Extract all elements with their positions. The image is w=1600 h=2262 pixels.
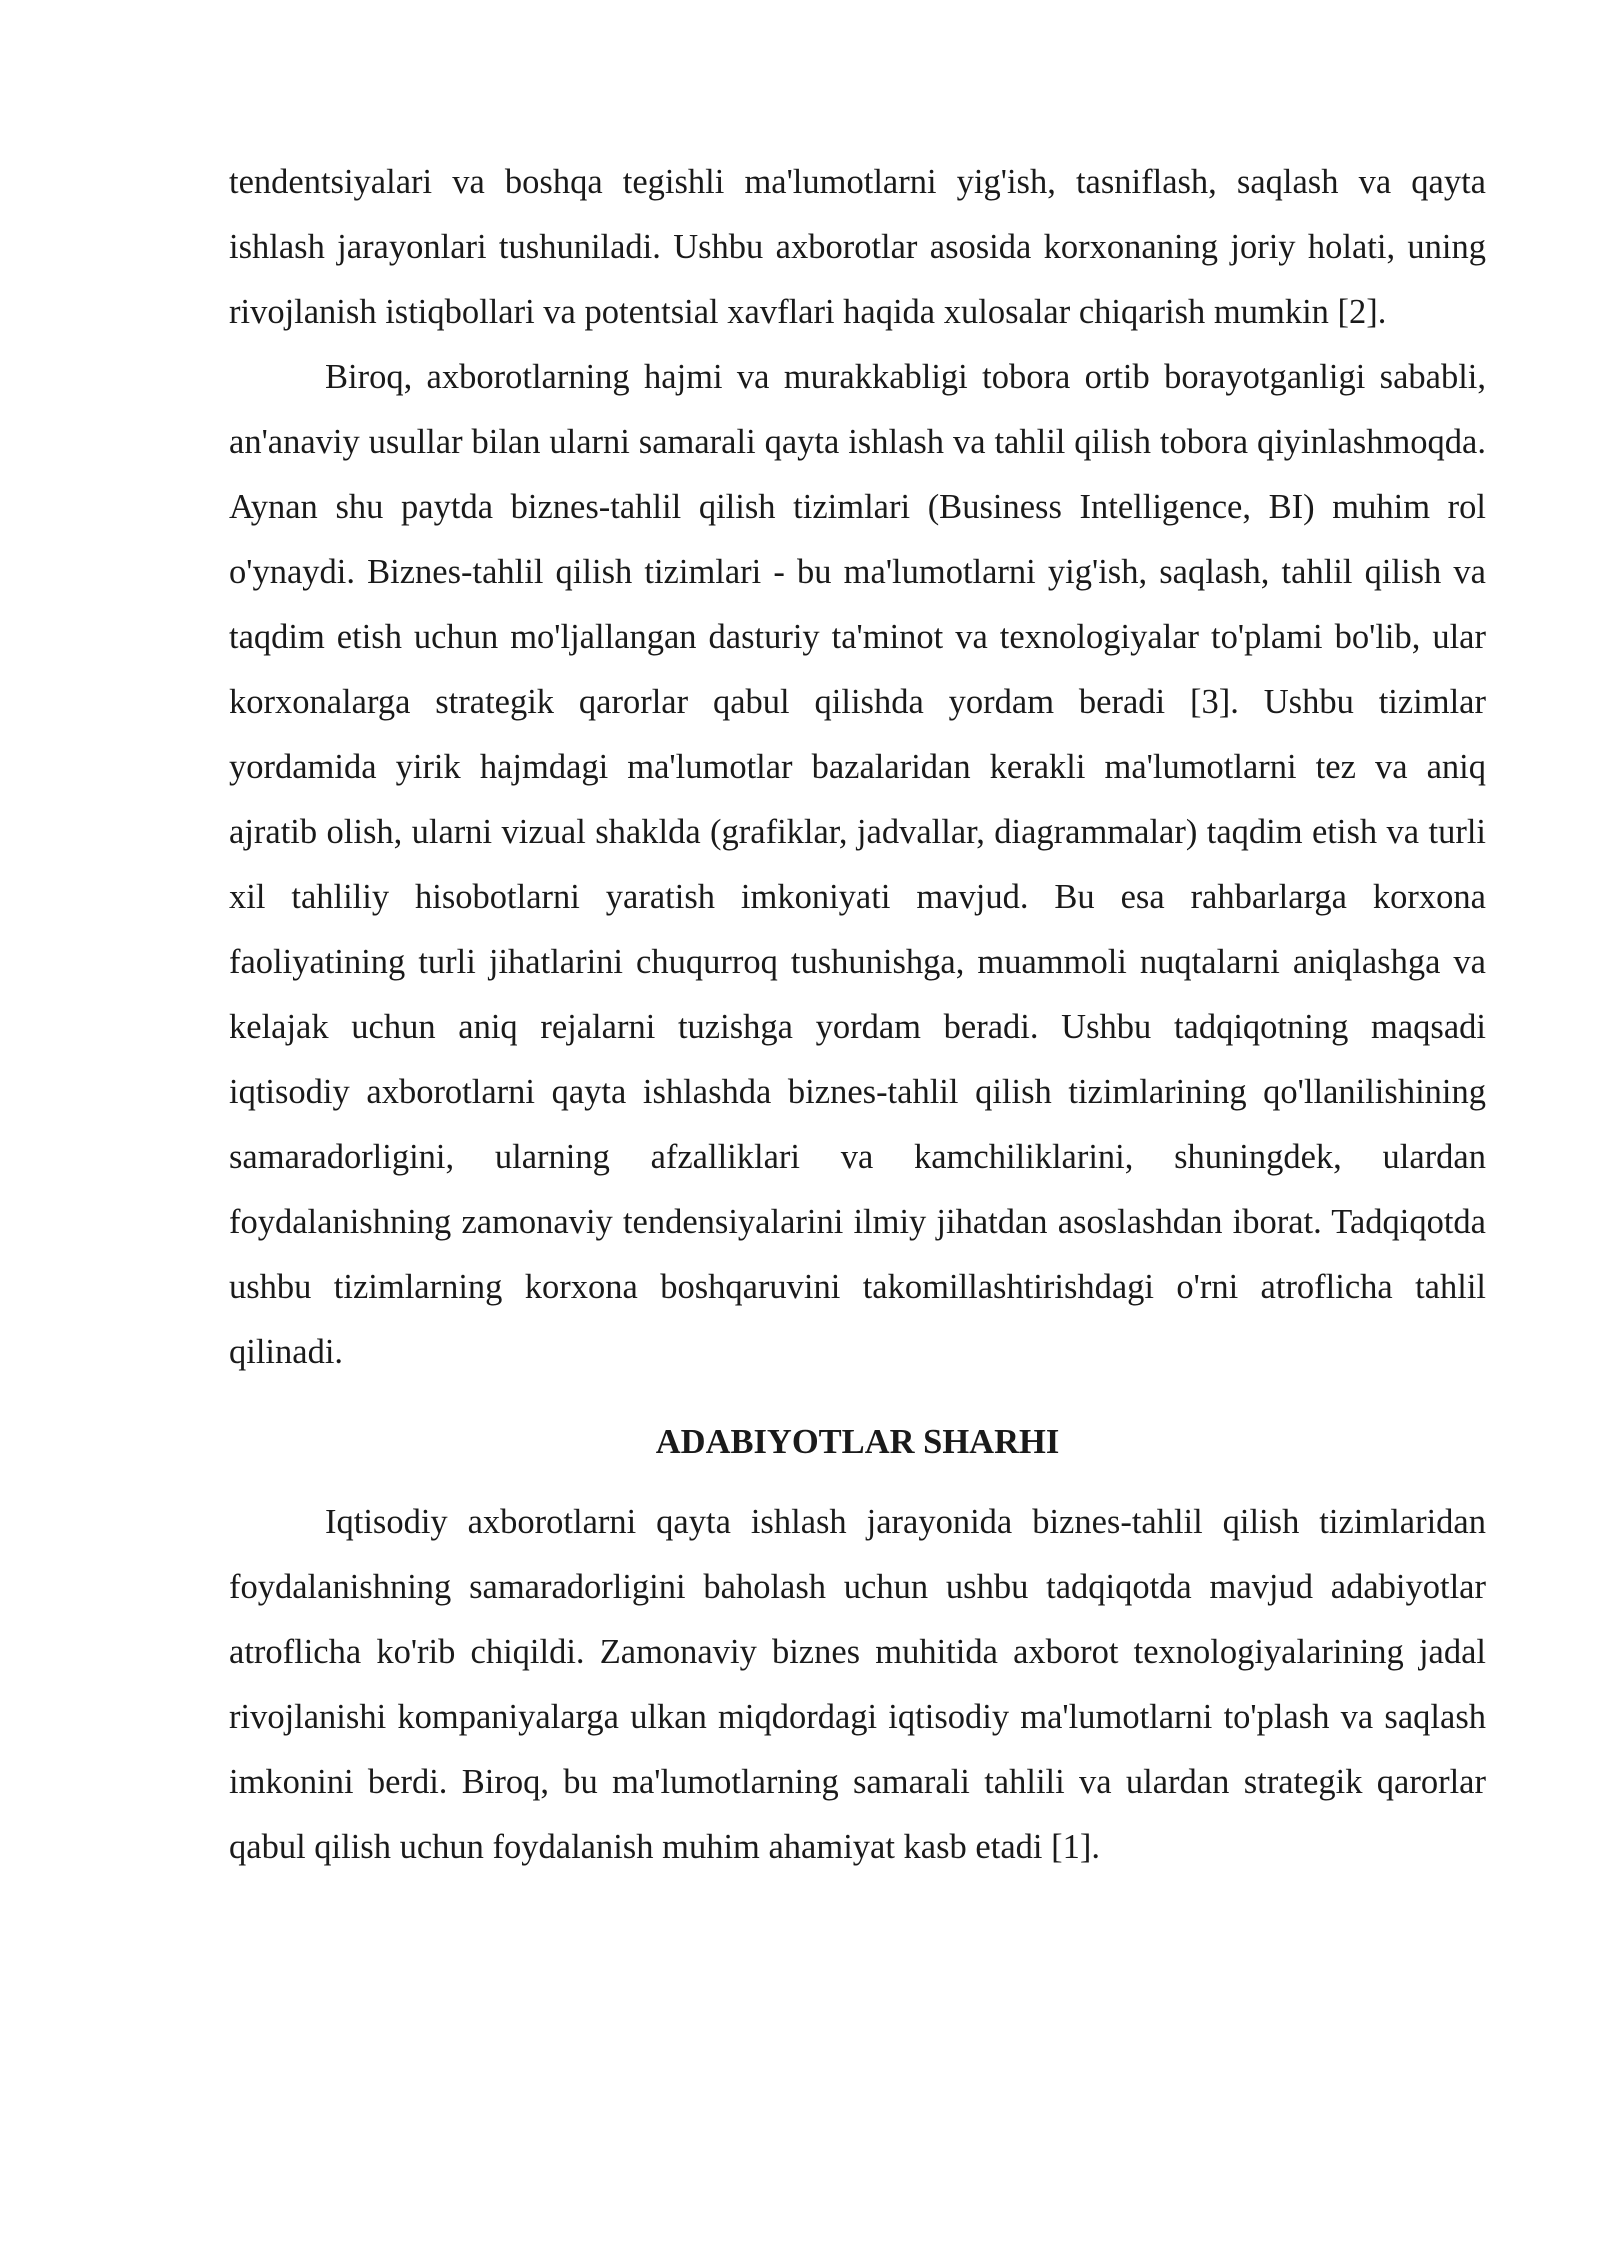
- document-page: [229, 150, 1486, 1880]
- paragraph-intro-continued: tendentsiyalari va boshqa tegishli ma'lumotlarni yig'ish, tasniflash, saqlash va qayta ishlash jarayonlari tushuniladi. Ushbu axborotlar asosida korxonaning joriy holati, uning rivojlanish istiqbollari va potentsial xavflari haqida xulosalar chiqarish mumkin [2].: [229, 163, 1486, 331]
- section-heading-literature-review: ADABIYOTLAR SHARHI: [655, 1423, 1060, 1461]
- paragraph-bi-systems: Biroq, axborotlarning hajmi va murakkabligi tobora ortib borayotganligi sababli, an'anaviy usullar bilan ularni samarali qayta ishlash va tahlil qilish tobora qiyinlashmoqda. Aynan shu paytda biznes-tahlil qilish tizimlari (Business Intelligence, BI) muhim rol o'ynaydi. Biznes-tahlil qilish tizimlari - bu ma'lumotlarni yig'ish, saqlash, tahlil qilish va taqdim etish uchun mo'ljallangan dasturiy ta'minot va texnologiyalar to'plami bo'lib, ular korxonalarga strategik qarorlar qabul qilishda yordam beradi [3]. Ushbu tizimlar yordamida yirik hajmdagi ma'lumotlar bazalaridan kerakli ma'lumotlarni tez va aniq ajratib olish, ularni vizual shaklda (grafiklar, jadvallar, diagrammalar) taqdim etish va turli xil tahliliy hisobotlarni yaratish imkoniyati mavjud. Bu esa rahbarlarga korxona faoliyatining turli jihatlarini chuqurroq tushunishga, muammoli nuqtalarni aniqlashga va kelajak uchun aniq rejalarni tuzishga yordam beradi. Ushbu tadqiqotning maqsadi iqtisodiy axborotlarni qayta ishlashda biznes-tahlil qilish tizimlarining qo'llanilishining samaradorligini, ularning afzalliklari va kamchiliklarini, shuningdek, ulardan foydalanishning zamonaviy tendensiyalarini ilmiy jihatdan asoslashdan iborat. Tadqiqotda ushbu tizimlarning korxona boshqaruvini takomillashtirishdagi o'rni atroflicha tahlil qilinadi.: [229, 358, 1486, 1371]
- paragraph-literature-review: Iqtisodiy axborotlarni qayta ishlash jarayonida biznes-tahlil qilish tizimlaridan foydalanishning samaradorligini baholash uchun ushbu tadqiqotda mavjud adabiyotlar atroflicha ko'rib chiqildi. Zamonaviy biznes muhitida axborot texnologiyalarining jadal rivojlanishi kompaniyalarga ulkan miqdordagi iqtisodiy ma'lumotlarni to'plash va saqlash imkonini berdi. Biroq, bu ma'lumotlarning samarali tahlili va ulardan strategik qarorlar qabul qilish uchun foydalanish muhim ahamiyat kasb etadi [1].: [229, 1503, 1486, 1866]
